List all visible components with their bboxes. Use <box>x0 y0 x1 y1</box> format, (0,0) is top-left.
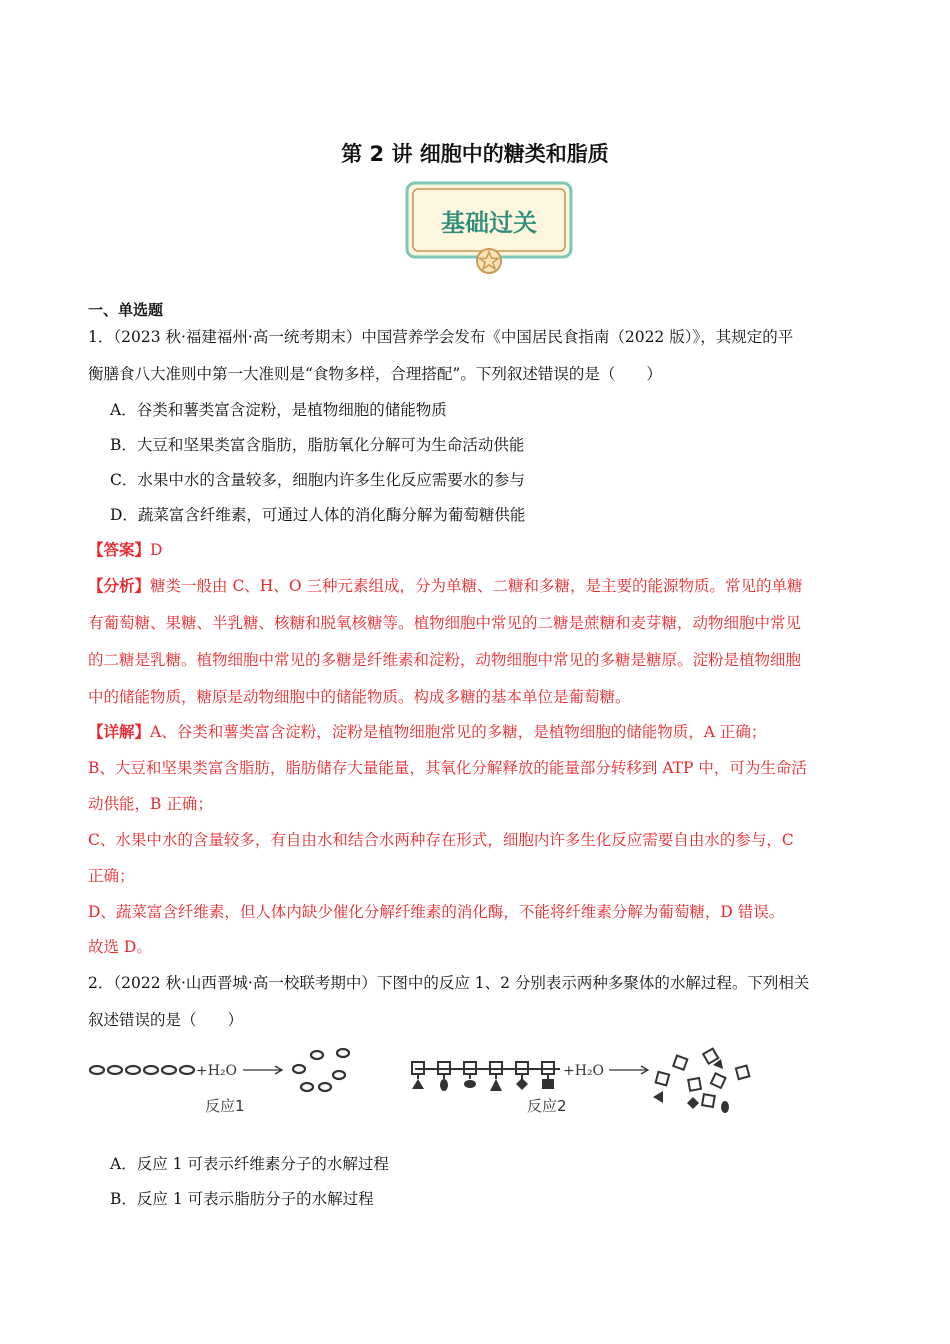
q1-stem-line-2: 衡膳食八大准则中第一大准则是“食物多样，合理搭配”。下列叙述错误的是（ ） <box>88 365 662 383</box>
analysis-tag: 【分析】 <box>88 576 151 595</box>
badge-label: 基础过关 <box>441 209 537 237</box>
q1-option-b: B．大豆和坚果类富含脂肪，脂肪氧化分解可为生命活动供能 <box>110 436 525 454</box>
q1-analysis-line-2: 有葡萄糖、果糖、半乳糖、核糖和脱氧核糖等。植物细胞中常见的二糖是蔗糖和麦芽糖，动物细胞中常见 <box>88 614 802 632</box>
reaction-2-monomers <box>656 1049 750 1107</box>
reaction-2-label: 反应2 <box>527 1097 567 1115</box>
q1-stem-line-1: 1．（2023 秋·福建福州·高一统考期末）中国营养学会发布《中国居民食指南（2022 版）》，其规定的平 <box>88 328 794 346</box>
q1-detail-line-6: D、蔬菜富含纤维素，但人体内缺少催化分解纤维素的消化酶，不能将纤维素分解为葡萄糖，D 错误。 <box>88 903 785 921</box>
arrow-icon <box>243 1066 282 1074</box>
reaction-2-reagent: +H₂O <box>563 1063 605 1079</box>
analysis-text: 糖类一般由 C、H、O 三种元素组成，分为单糖、二糖和多糖，是主要的能源物质。常见的单糖 <box>150 577 803 595</box>
reaction-1-label: 反应1 <box>205 1097 245 1115</box>
q1-option-c: C．水果中水的含量较多，细胞内许多生化反应需要水的参与 <box>110 471 525 489</box>
q1-detail-line-7: 故选 D。 <box>88 938 152 956</box>
q1-option-d: D．蔬菜富含纤维素，可通过人体的消化酶分解为葡萄糖供能 <box>110 506 526 524</box>
q2-stem-line-2: 叙述错误的是（ ） <box>88 1011 244 1029</box>
section-heading: 一、单选题 <box>88 301 164 319</box>
badge <box>405 181 573 275</box>
reaction-1-reagent: +H₂O <box>196 1063 238 1079</box>
q1-analysis-line-3: 的二糖是乳糖。植物细胞中常见的多糖是纤维素和淀粉，动物细胞中常见的多糖是糖原。淀粉是植物细胞 <box>88 651 802 669</box>
q1-answer <box>88 540 162 560</box>
q1-option-a: A．谷类和薯类富含淀粉，是植物细胞的储能物质 <box>110 401 447 419</box>
q2-stem-line-1: 2．（2022 秋·山西晋城·高一校联考期中）下图中的反应 1、2 分别表示两种多聚体的水解过程。下列相关 <box>88 974 810 992</box>
q1-detail-line-2: B、大豆和坚果类富含脂肪，脂肪储存大量能量，其氧化分解释放的能量部分转移到 ATP 中，可为生命活 <box>88 759 807 777</box>
reaction-1-polymer-chain <box>90 1066 194 1074</box>
hydrolysis-figure <box>85 1045 765 1125</box>
detail-tag: 【详解】 <box>88 722 151 741</box>
q2-option-a: A．反应 1 可表示纤维素分子的水解过程 <box>110 1155 389 1173</box>
detail-text: A、谷类和薯类富含淀粉，淀粉是植物细胞常见的多糖，是植物细胞的储能物质，A 正确； <box>150 723 767 741</box>
reaction-2-side-groups <box>412 1078 554 1091</box>
q1-detail-line-3: 动供能，B 正确； <box>88 795 213 813</box>
arrow-icon <box>609 1066 648 1074</box>
answer-value: D <box>150 541 163 559</box>
reaction-1-monomers <box>293 1049 349 1091</box>
reaction-2-polymer-chain <box>412 1062 560 1079</box>
q1-analysis-line-1 <box>88 576 802 596</box>
q1-analysis-line-4: 中的储能物质，糖原是动物细胞中的储能物质。构成多糖的基本单位是葡萄糖。 <box>88 688 631 706</box>
answer-tag: 【答案】 <box>88 540 151 559</box>
q1-detail-line-4: C、水果中水的含量较多，有自由水和结合水两种存在形式，细胞内许多生化反应需要自由水的参与，C <box>88 831 794 849</box>
q1-detail-line-5: 正确； <box>88 867 135 885</box>
q2-option-b: B．反应 1 可表示脂肪分子的水解过程 <box>110 1190 374 1208</box>
q1-detail-line-1 <box>88 722 766 742</box>
page-title: 第 2 讲 细胞中的糖类和脂质 <box>341 142 609 166</box>
